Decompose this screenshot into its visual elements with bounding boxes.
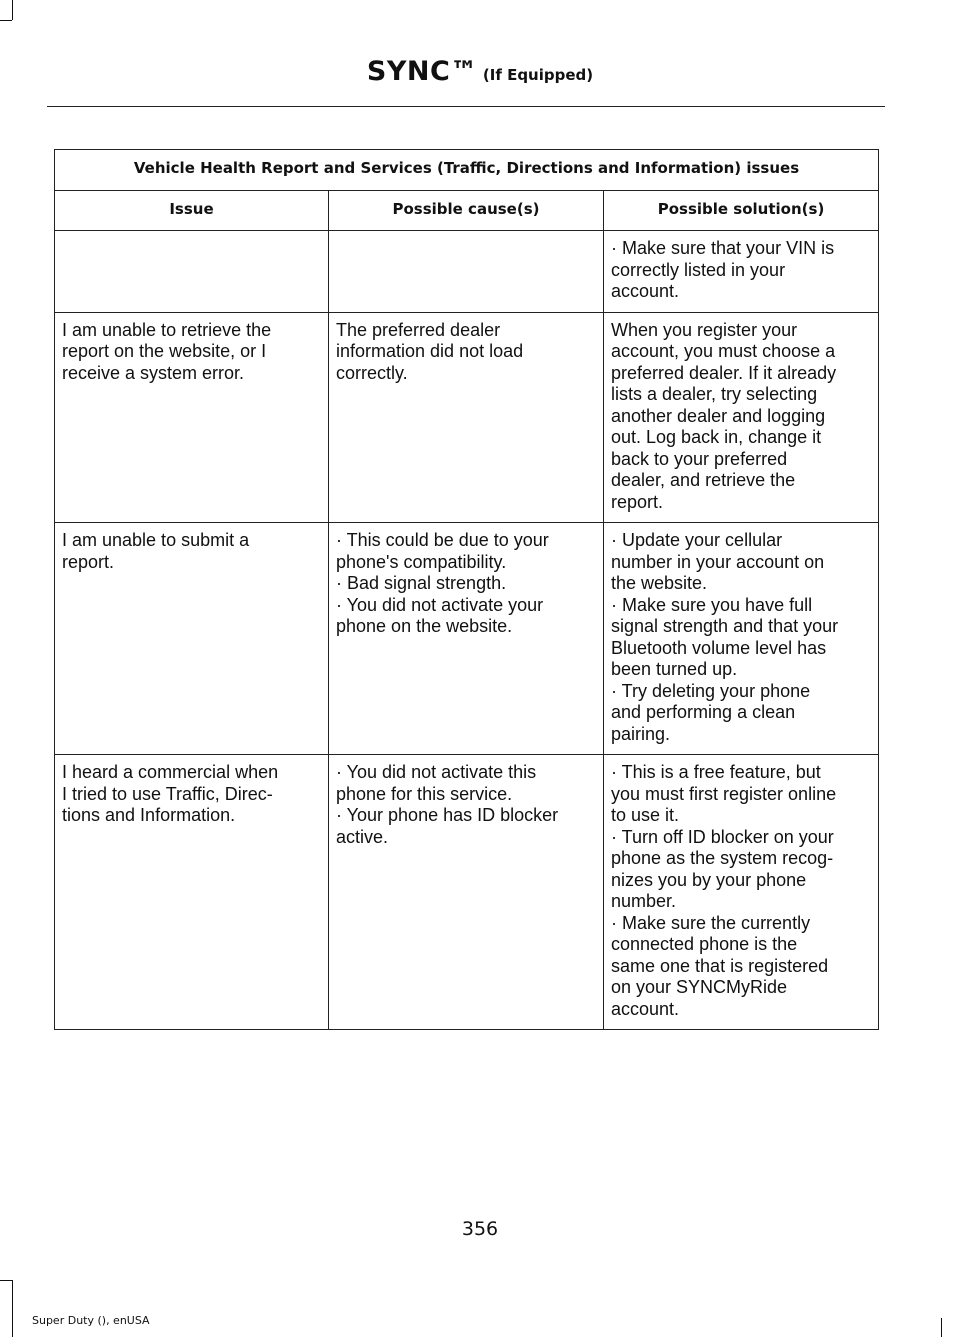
cell-issue [55,231,329,313]
cell-line: I heard a commercial when [62,762,279,782]
cell-solution [604,231,879,313]
cell-line: nizes you by your phone [611,869,807,890]
cell-line: · Make sure that your VIN is [611,238,835,258]
table-row [55,523,879,755]
cell-line: back to your preferred [611,448,788,469]
table-caption-row [55,150,879,191]
cell-line: the website. [611,573,708,593]
crop-mark-bottom-left-h [0,1280,12,1281]
cell-line: · This could be due to your [336,530,549,550]
cell-line: · Make sure you have full [611,594,813,615]
cell-line: and performing a clean [611,702,796,722]
page-number: 356 [461,1218,499,1240]
cell-cause [329,312,604,523]
footer-text: Super Duty (), enUSA [32,1314,150,1327]
cell-line: report. [62,551,115,572]
table-row [55,231,879,313]
cell-line: correctly listed in your [611,259,786,280]
cell-line: report on the website, or I [62,341,267,361]
header-title: SYNC™ [366,56,478,87]
table-row [55,755,879,1030]
cell-line: connected phone is the [611,934,798,954]
crop-mark-top-left [12,0,13,20]
cell-line: another dealer and logging [611,405,826,426]
cell-line: to use it. [611,805,680,825]
cell-line: account. [611,281,680,301]
table-header-row [55,190,879,231]
cell-issue [55,312,329,523]
cell-line: signal strength and that your [611,616,839,636]
cell-line: phone as the system recog- [611,848,834,868]
header-subtitle: (If Equipped) [482,66,594,84]
cell-line: · Make sure the currently [611,912,811,933]
cell-line: out. Log back in, change it [611,427,822,447]
issues-table [54,149,879,1030]
cell-line: been turned up. [611,659,738,679]
cell-line: Bluetooth volume level has [611,637,827,658]
cell-line: number. [611,891,677,911]
crop-mark-bottom-right [941,1318,942,1337]
cell-line: · Your phone has ID blocker [336,805,559,825]
cell-line: active. [336,826,389,847]
cell-issue [55,523,329,755]
cell-line: · Bad signal strength. [336,573,507,593]
page-header [0,56,960,87]
cell-line: · This is a free feature, but [611,762,821,782]
cell-line: account, you must choose a [611,341,836,361]
column-header-cause: Possible cause(s) [329,190,604,231]
cell-line: I tried to use Traffic, Direc- [62,783,273,804]
header-rule [47,106,885,107]
cell-line: same one that is registered [611,955,829,976]
cell-line: dealer, and retrieve the [611,470,796,490]
cell-line: · Update your cellular [611,530,783,550]
cell-line: information did not load [336,341,524,361]
crop-mark-top-left-h [0,20,12,21]
cell-line: phone's compatibility. [336,551,507,572]
crop-mark-bottom-left [12,1280,13,1337]
cell-solution [604,523,879,755]
column-header-issue: Issue [55,190,329,231]
cell-line: correctly. [336,362,408,383]
cell-line: · You did not activate your [336,594,544,615]
cell-line: you must first register online [611,783,837,804]
cell-cause [329,523,604,755]
cell-line: number in your account on [611,551,825,572]
cell-issue [55,755,329,1030]
cell-line: When you register your [611,319,798,340]
column-header-solution: Possible solution(s) [604,190,879,231]
table-row [55,312,879,523]
cell-line: on your SYNCMyRide [611,977,788,997]
cell-solution [604,312,879,523]
table-caption: Vehicle Health Report and Services (Traffic, Directions and Information) issues [55,150,879,191]
cell-line: tions and Information. [62,805,236,825]
cell-line: receive a system error. [62,362,245,383]
cell-line: I am unable to retrieve the [62,319,272,340]
cell-line: phone on the website. [336,616,513,636]
cell-line: lists a dealer, try selecting [611,384,818,404]
cell-cause [329,231,604,313]
cell-line: phone for this service. [336,783,513,804]
cell-cause [329,755,604,1030]
cell-line: preferred dealer. If it already [611,362,837,383]
cell-line: · You did not activate this [336,762,537,782]
cell-line: · Try deleting your phone [611,680,811,701]
cell-line: pairing. [611,723,671,744]
cell-line: account. [611,998,680,1019]
cell-line: report. [611,491,664,512]
cell-solution [604,755,879,1030]
cell-line: · Turn off ID blocker on your [611,826,834,847]
cell-line: The preferred dealer [336,319,501,340]
cell-line: I am unable to submit a [62,530,250,550]
